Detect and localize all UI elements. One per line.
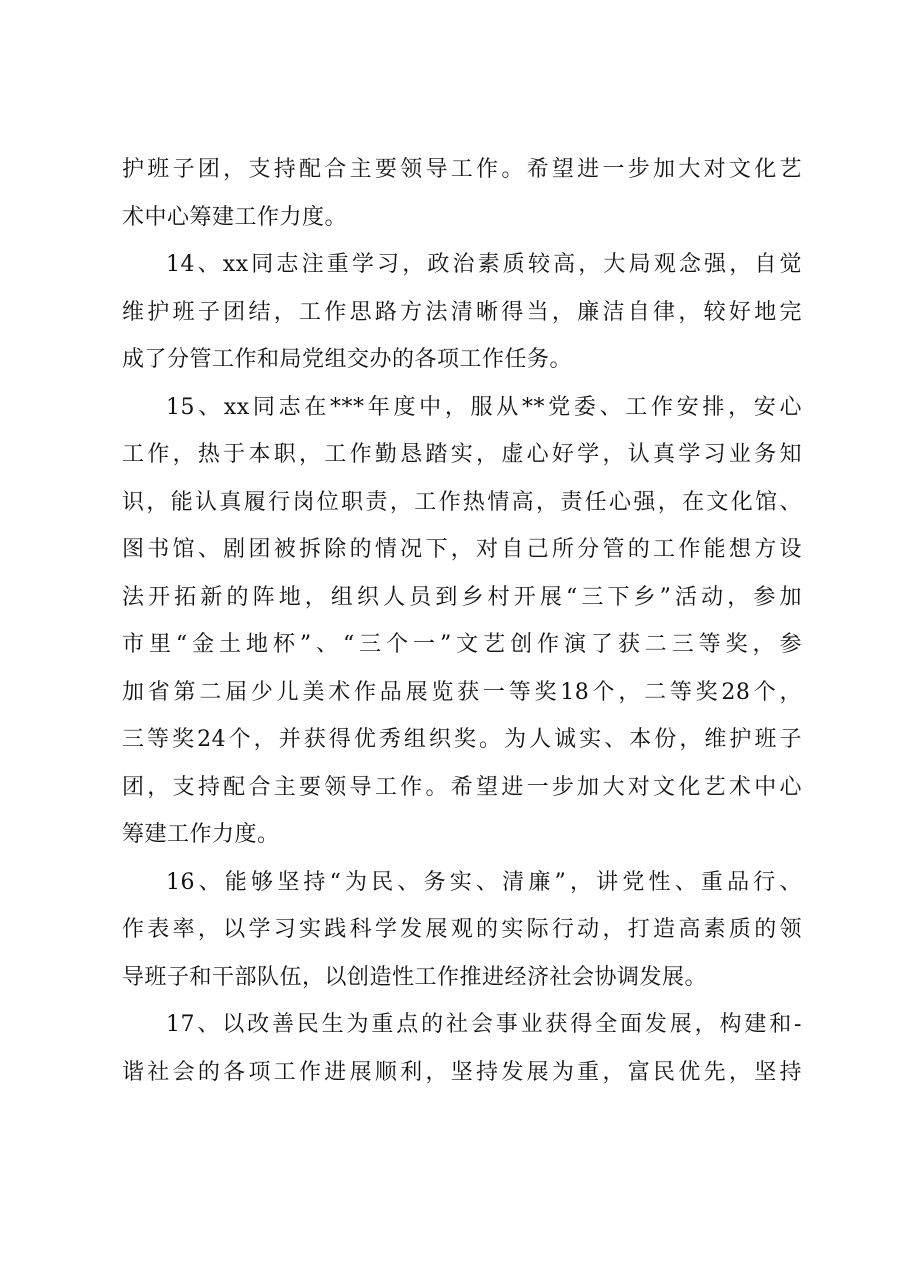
text-line: 市里“金土地杯”、“三个一”文艺创作演了获二三等奖，参 [122,632,802,657]
text-line: 维护班子团结，工作思路方法清晰得当，廉洁自律，较好地完 [122,299,802,325]
text-line: 团，支持配合主要领导工作。希望进一步加大对文化艺术中心 [122,774,802,800]
text-line: 护班子团，支持配合主要领导工作。希望进一步加大对文化艺 [122,157,802,182]
text-line: 谐社会的各项工作进展顺利，坚持发展为重，富民优先，坚持 [122,1059,802,1085]
text-line: 工作，热于本职，工作勤恳踏实，虚心好学，认真学习业务知 [122,442,802,467]
text-line: 16、能够坚持“为民、务实、清廉”，讲党性、重品行、 [166,869,802,895]
body-text [122,146,802,1096]
text-line: 成了分管工作和局党组交办的各项工作任务。 [122,347,573,372]
text-line: 术中心筹建工作力度。 [122,204,348,230]
text-line: 筹建工作力度。 [122,822,280,847]
text-line: 图书馆、剧团被拆除的情况下，对自己所分管的工作能想方设 [122,537,802,562]
text-line: 15、xx同志在***年度中，服从**党委、工作安排，安心 [166,394,802,420]
text-line: 作表率，以学习实践科学发展观的实际行动，打造高素质的领 [122,917,802,942]
text-line: 17、以改善民生为重点的社会事业获得全面发展，构建和- [166,1012,802,1037]
text-line: 识，能认真履行岗位职责，工作热情高，责任心强，在文化馆、 [122,489,802,515]
text-line: 法开拓新的阵地，组织人员到乡村开展“三下乡”活动，参加 [122,584,802,610]
text-line: 14、xx同志注重学习，政治素质较高，大局观念强，自觉 [166,252,802,277]
text-line: 三等奖24个，并获得优秀组织奖。为人诚实、本份，维护班子 [122,727,802,752]
text-line: 导班子和干部队伍，以创造性工作推进经济社会协调发展。 [122,964,708,990]
text-line: 加省第二届少儿美术作品展览获一等奖18个，二等奖28个， [122,679,802,705]
